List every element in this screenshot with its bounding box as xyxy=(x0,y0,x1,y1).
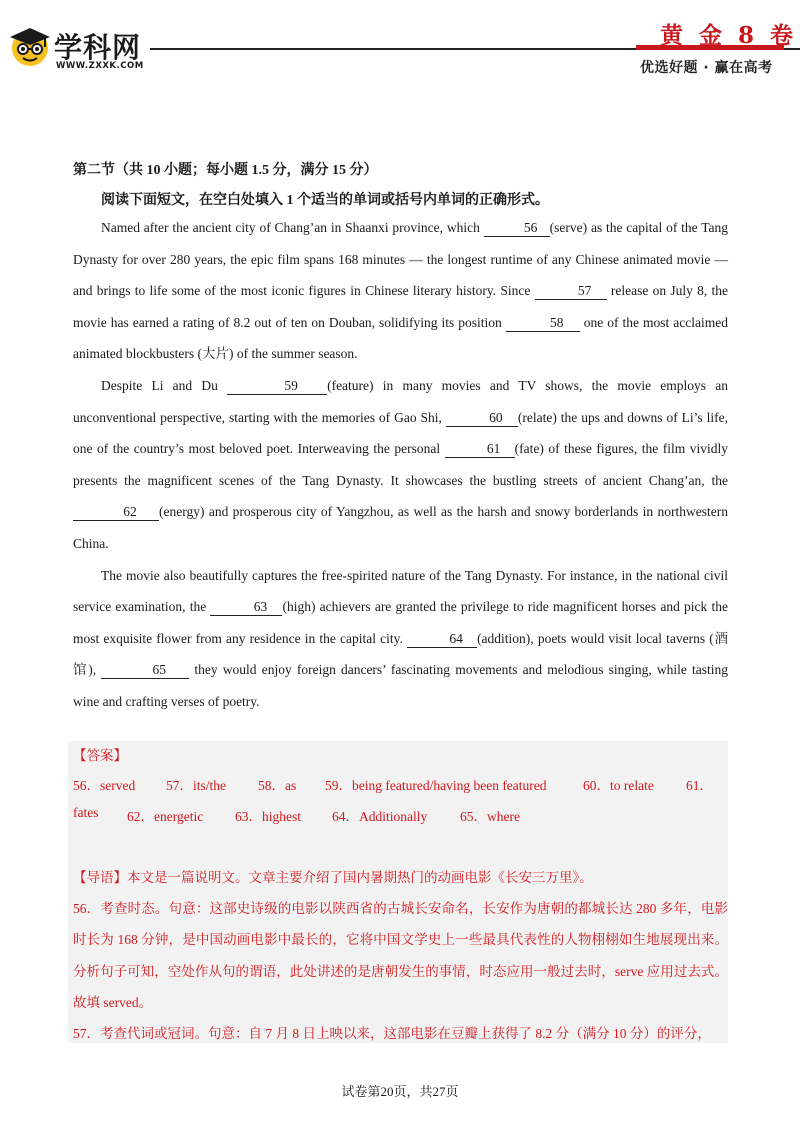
answer-item: 59．being featured/having been featured xyxy=(325,778,547,793)
blank-57: 57 xyxy=(535,282,607,300)
blank-59: 59 xyxy=(227,377,327,395)
brand-title: 黄 金 8 卷 xyxy=(660,22,798,49)
answer-item: 64．Additionally xyxy=(332,809,428,824)
blank-60: 60 xyxy=(446,409,518,427)
answer-guide xyxy=(73,862,728,1049)
blank-63: 63 xyxy=(210,598,282,616)
answer-item: 56．served xyxy=(73,778,136,793)
page-header xyxy=(0,0,800,90)
blank-61: 61 xyxy=(445,440,515,458)
reading-passage xyxy=(73,212,728,718)
answer-item: 58．as xyxy=(258,778,297,793)
logo-badge-icon xyxy=(8,24,52,68)
passage-paragraph-1: Named after the ancient city of Chang’an in Shaanxi province, which 56 (serve) as the capital of the Tang Dynasty for over 280 years, the epic film spans 168 minutes — the longest runtime of any Chinese animated movie — and brings to life some of the most iconic figures in Chinese literary history. Since 57 release on July 8, the movie has earned a rating of 8.2 out of ten on Douban, solidifying its position 58 one of the most acclaimed animated blockbusters (大片) of the summer season. xyxy=(73,220,728,362)
guide-intro: 【导语】本文是一篇说明文。文章主要介绍了国内暑期热门的动画电影《长安三万里》。 xyxy=(73,870,593,885)
section-title: 第二节（共 10 小题；每小题 1.5 分，满分 15 分） xyxy=(73,163,378,178)
answer-item: 60．to relate xyxy=(583,778,654,793)
blank-65: 65 xyxy=(101,661,189,679)
blank-58: 58 xyxy=(506,314,580,332)
guide-q56: 56．考查时态。句意：这部史诗级的电影以陕西省的古城长安命名，长安作为唐朝的都城长达 280 多年，电影时长为 168 分钟，是中国动画电影中最长的，它将中国文学史上一些最具代表性的人物栩栩如生地展现出来。分析句子可知，空处作从句的谓语，此处讲述的是唐朝发生的事情，时态应用一般过去时，serve 应用过去式。故填 served。 xyxy=(73,901,728,1010)
answer-item: 61． xyxy=(686,778,713,793)
guide-q57: 57．考查代词或冠词。句意：自 7 月 8 日上映以来，这部电影在豆瓣上获得了 8.2 分（满分 10 分）的评分， xyxy=(73,1026,711,1042)
logo-url: WWW.ZXXK.COM xyxy=(56,61,144,71)
passage-paragraph-2: Despite Li and Du 59 (feature) in many movies and TV shows, the movie employs an unconventional perspective, starting with the memories of Gao Shi, 60 (relate) the ups and downs of Li’s life, one of the country’s most beloved poet. Interweaving the personal 61 (fate) of these figures, the film vividly presents the magnificent scenes of the Tang Dynasty. It showcases the bustling streets of ancient Chang’an, the 62 (energy) and prosperous city of Yangzhou, as well as the harsh and snowy borderlands in northwestern China. xyxy=(73,377,728,551)
blank-56: 56 xyxy=(484,219,550,237)
answer-item: fates xyxy=(73,805,99,820)
blank-62: 62 xyxy=(73,503,159,521)
answer-item: 65．where xyxy=(460,809,520,824)
answer-heading: 【答案】 xyxy=(73,748,127,763)
blank-64: 64 xyxy=(407,630,477,648)
section-instruction: 阅读下面短文，在空白处填入 1 个适当的单词或括号内单词的正确形式。 xyxy=(101,193,549,208)
passage-paragraph-3: The movie also beautifully captures the free-spirited nature of the Tang Dynasty. For instance, in the national civil service examination, the 63 (high) achievers are granted the privilege to ride magnificent horses and pick the most exquisite flower from any residence in the capital city. 64 (addition), poets would visit local taverns (酒馆), 65 they would enjoy foreign dancers’ fascinating movements and melodious singing, while tasting wine and crafting verses of poetry. xyxy=(73,567,728,709)
answer-item: 63．highest xyxy=(235,809,301,824)
answer-item: 62．energetic xyxy=(127,809,204,824)
logo-name: 学科网 xyxy=(54,31,142,64)
answer-item: 57．its/the xyxy=(166,778,226,793)
brand-subtitle: 优选好题 · 赢在高考 xyxy=(640,60,773,76)
page-footer: 试卷第20页，共27页 xyxy=(341,1084,459,1099)
